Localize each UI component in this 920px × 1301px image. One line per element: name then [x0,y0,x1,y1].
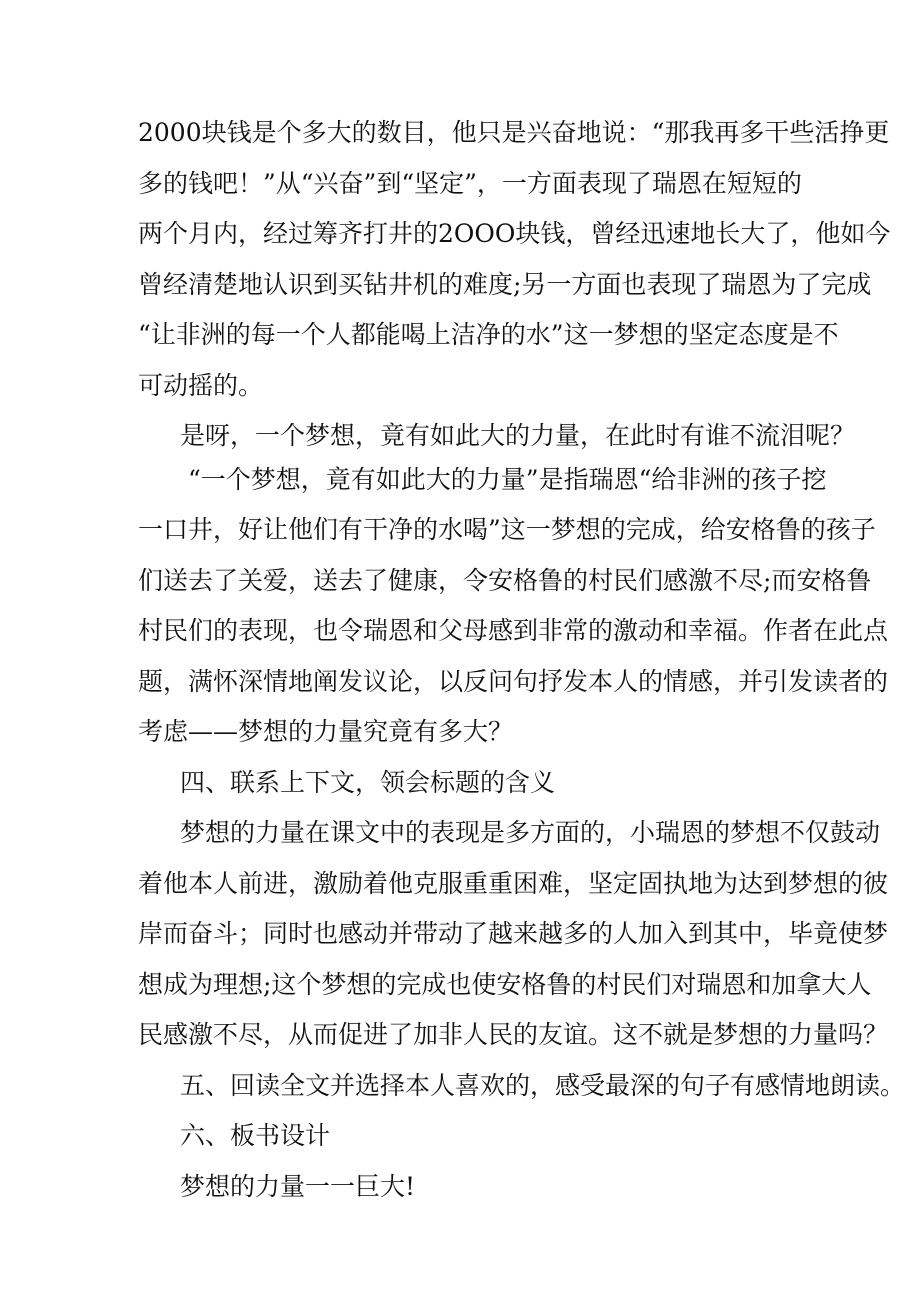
text-line: 2000块钱是个多大的数目，他只是兴奋地说：“那我再多干些活挣更 [138,118,890,147]
text-line: 梦想的力量一一巨大! [180,1172,416,1201]
paragraph-start-line: 梦想的力量在课文中的表现是多方面的，小瑞恩的梦想不仅鼓动 [180,818,881,847]
text-line: 多的钱吧！”从“兴奋”到“坚定”，一方面表现了瑞恩在短短的 [138,169,802,198]
section-heading: 六、板书设计 [180,1121,331,1150]
text-line: 岸而奋斗；同时也感动并带动了越来越多的人加入到其中，毕竟使梦 [138,919,889,948]
text-line: 题，满怀深情地阐发议论，以反问句抒发本人的情感，并引发读者的 [138,667,889,696]
section-heading: 四、联系上下文，领会标题的含义 [180,768,556,797]
text-line: 可动摇的。 [138,371,264,400]
text-line: 一口井，好让他们有干净的水喝”这一梦想的完成，给安格鲁的孩子 [138,515,876,544]
text-line: 民感激不尽，从而促进了加非人民的友谊。这不就是梦想的力量吗？ [138,1020,889,1049]
text-line: “让非洲的每一个人都能喝上洁净的水”这一梦想的坚定态度是不 [138,320,839,349]
text-line: 两个月内，经过筹齐打井的2OOO块钱，曾经迅速地长大了，他如今 [138,219,891,248]
paragraph-start-line: 是呀，一个梦想，竟有如此大的力量，在此时有谁不流泪呢？ [180,421,856,450]
text-line: 想成为理想;这个梦想的完成也使安格鲁的村民们对瑞恩和加拿大人 [138,970,872,999]
text-line: 曾经清楚地认识到买钻井机的难度;另一方面也表现了瑞恩为了完成 [138,270,872,299]
section-heading: 五、回读全文并选择本人喜欢的，感受最深的句子有感情地朗读。 [180,1071,906,1100]
text-line: 着他本人前进，激励着他克服重重困难，坚定固执地为达到梦想的彼 [138,869,889,898]
paragraph-start-line: “一个梦想，竟有如此大的力量”是指瑞恩“给非洲的孩子挖 [188,465,827,494]
text-line: 村民们的表现，也令瑞恩和父母感到非常的激动和幸福。作者在此点 [138,616,889,645]
text-line: 们送去了关爱，送去了健康，令安格鲁的村民们感激不尽;而安格鲁 [138,566,872,595]
text-line: 考虑——梦想的力量究竟有多大？ [138,717,514,746]
